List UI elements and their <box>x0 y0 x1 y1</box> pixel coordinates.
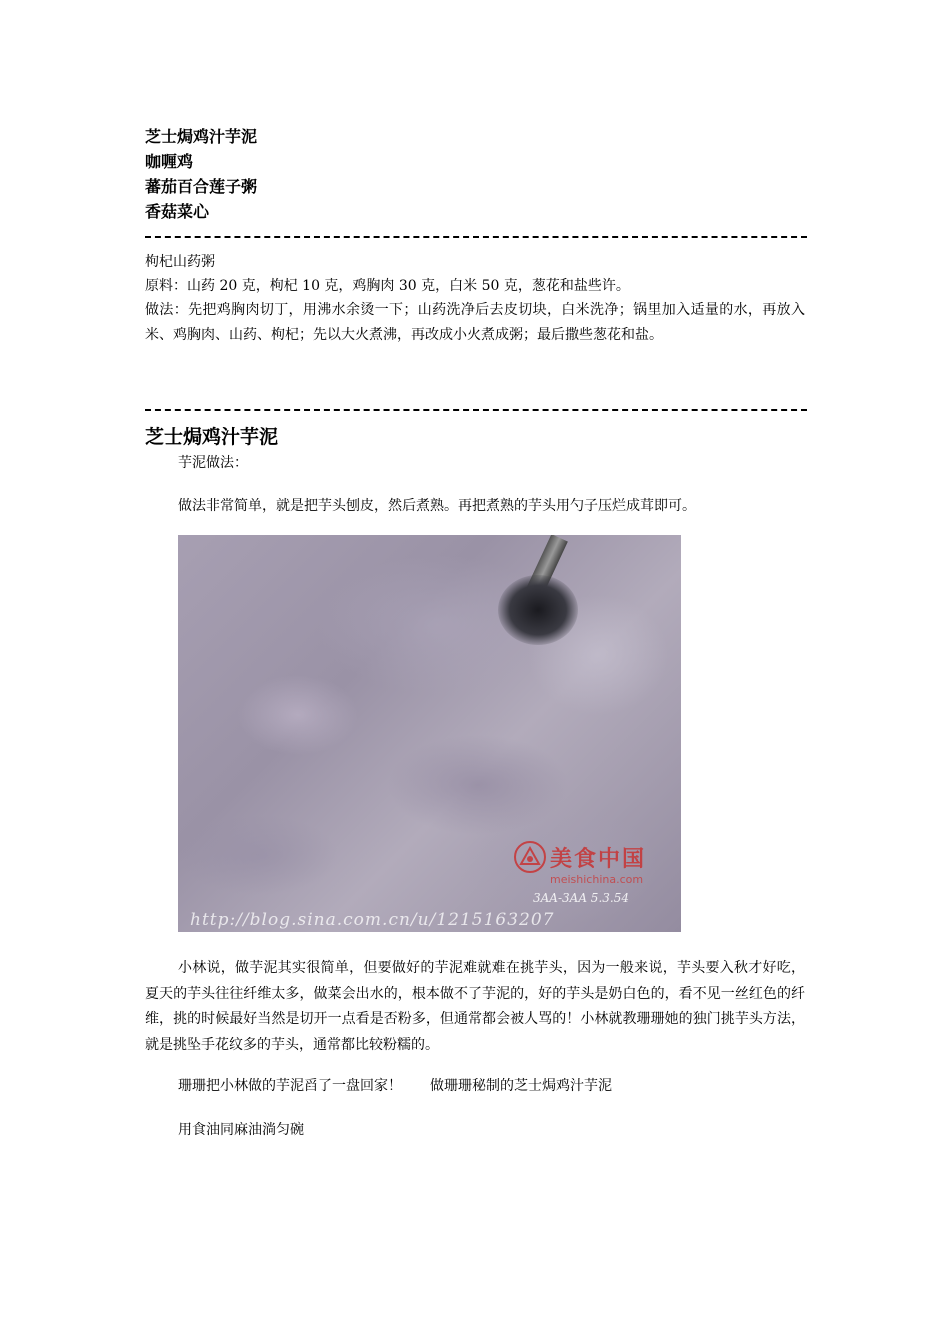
index-item: 咖喱鸡 <box>145 152 194 171</box>
watermark-site: meishichina.com <box>550 873 644 886</box>
recipe-ingredients: 原料：山药 20 克，枸杞 10 克，鸡胸肉 30 克，白米 50 克，葱花和盐些许。 <box>145 278 630 294</box>
recipe-title: 枸杞山药粥 <box>145 254 215 270</box>
spoon <box>498 575 578 645</box>
body-line: 珊珊把小林做的芋泥舀了一盘回家！ 做珊珊秘制的芝士焗鸡汁芋泥 <box>178 1078 612 1094</box>
watermark-url: http://blog.sina.com.cn/u/1215163207 <box>190 910 555 930</box>
section-heading: 芝士焗鸡汁芋泥 <box>145 426 279 448</box>
watermark-date: 3AA-3AA 5.3.54 <box>533 891 629 905</box>
body-paragraph: 小林说，做芋泥其实很简单，但要做好的芋泥难就难在挑芋头，因为一般来说，芋头要入秋才好吃，夏天的芋头往往纤维太多，做菜会出水的，根本做不了芋泥的，好的芋头是奶白色的，看不见一丝红色的纤维，挑的时候最好当然是切开一点看是否粉多，但通常都会被人骂的！小林就教珊珊她的独门挑芋头方法，就是挑坠手花纹多的芋头，通常都比较粉糯的。 <box>145 960 805 1053</box>
body-line: 用食油同麻油淌匀碗 <box>178 1122 304 1138</box>
recipe-method: 做法：先把鸡胸肉切丁，用沸水余烫一下；山药洗净后去皮切块，白米洗净；锅里加入适量的水，再放入米、鸡胸肉、山药、枸杞；先以大火煮沸，再改成小火煮成粥；最后撒些葱花和盐。 <box>145 302 805 343</box>
taro-paste-photo <box>178 535 681 932</box>
index-item: 蕃茄百合莲子粥 <box>145 177 258 196</box>
watermark-logo-icon <box>513 840 547 874</box>
recipe-step: 做法非常简单，就是把芋头刨皮，然后煮熟。再把煮熟的芋头用勺子压烂成茸即可。 <box>178 498 696 514</box>
recipe-index <box>145 124 805 224</box>
index-item: 香菇菜心 <box>145 202 210 221</box>
watermark-brand: 美食中国 <box>550 846 647 872</box>
index-item: 芝士焗鸡汁芋泥 <box>145 127 258 146</box>
dashed-divider <box>145 236 807 238</box>
recipe-subtitle: 芋泥做法： <box>178 455 248 471</box>
dashed-divider <box>145 409 807 411</box>
